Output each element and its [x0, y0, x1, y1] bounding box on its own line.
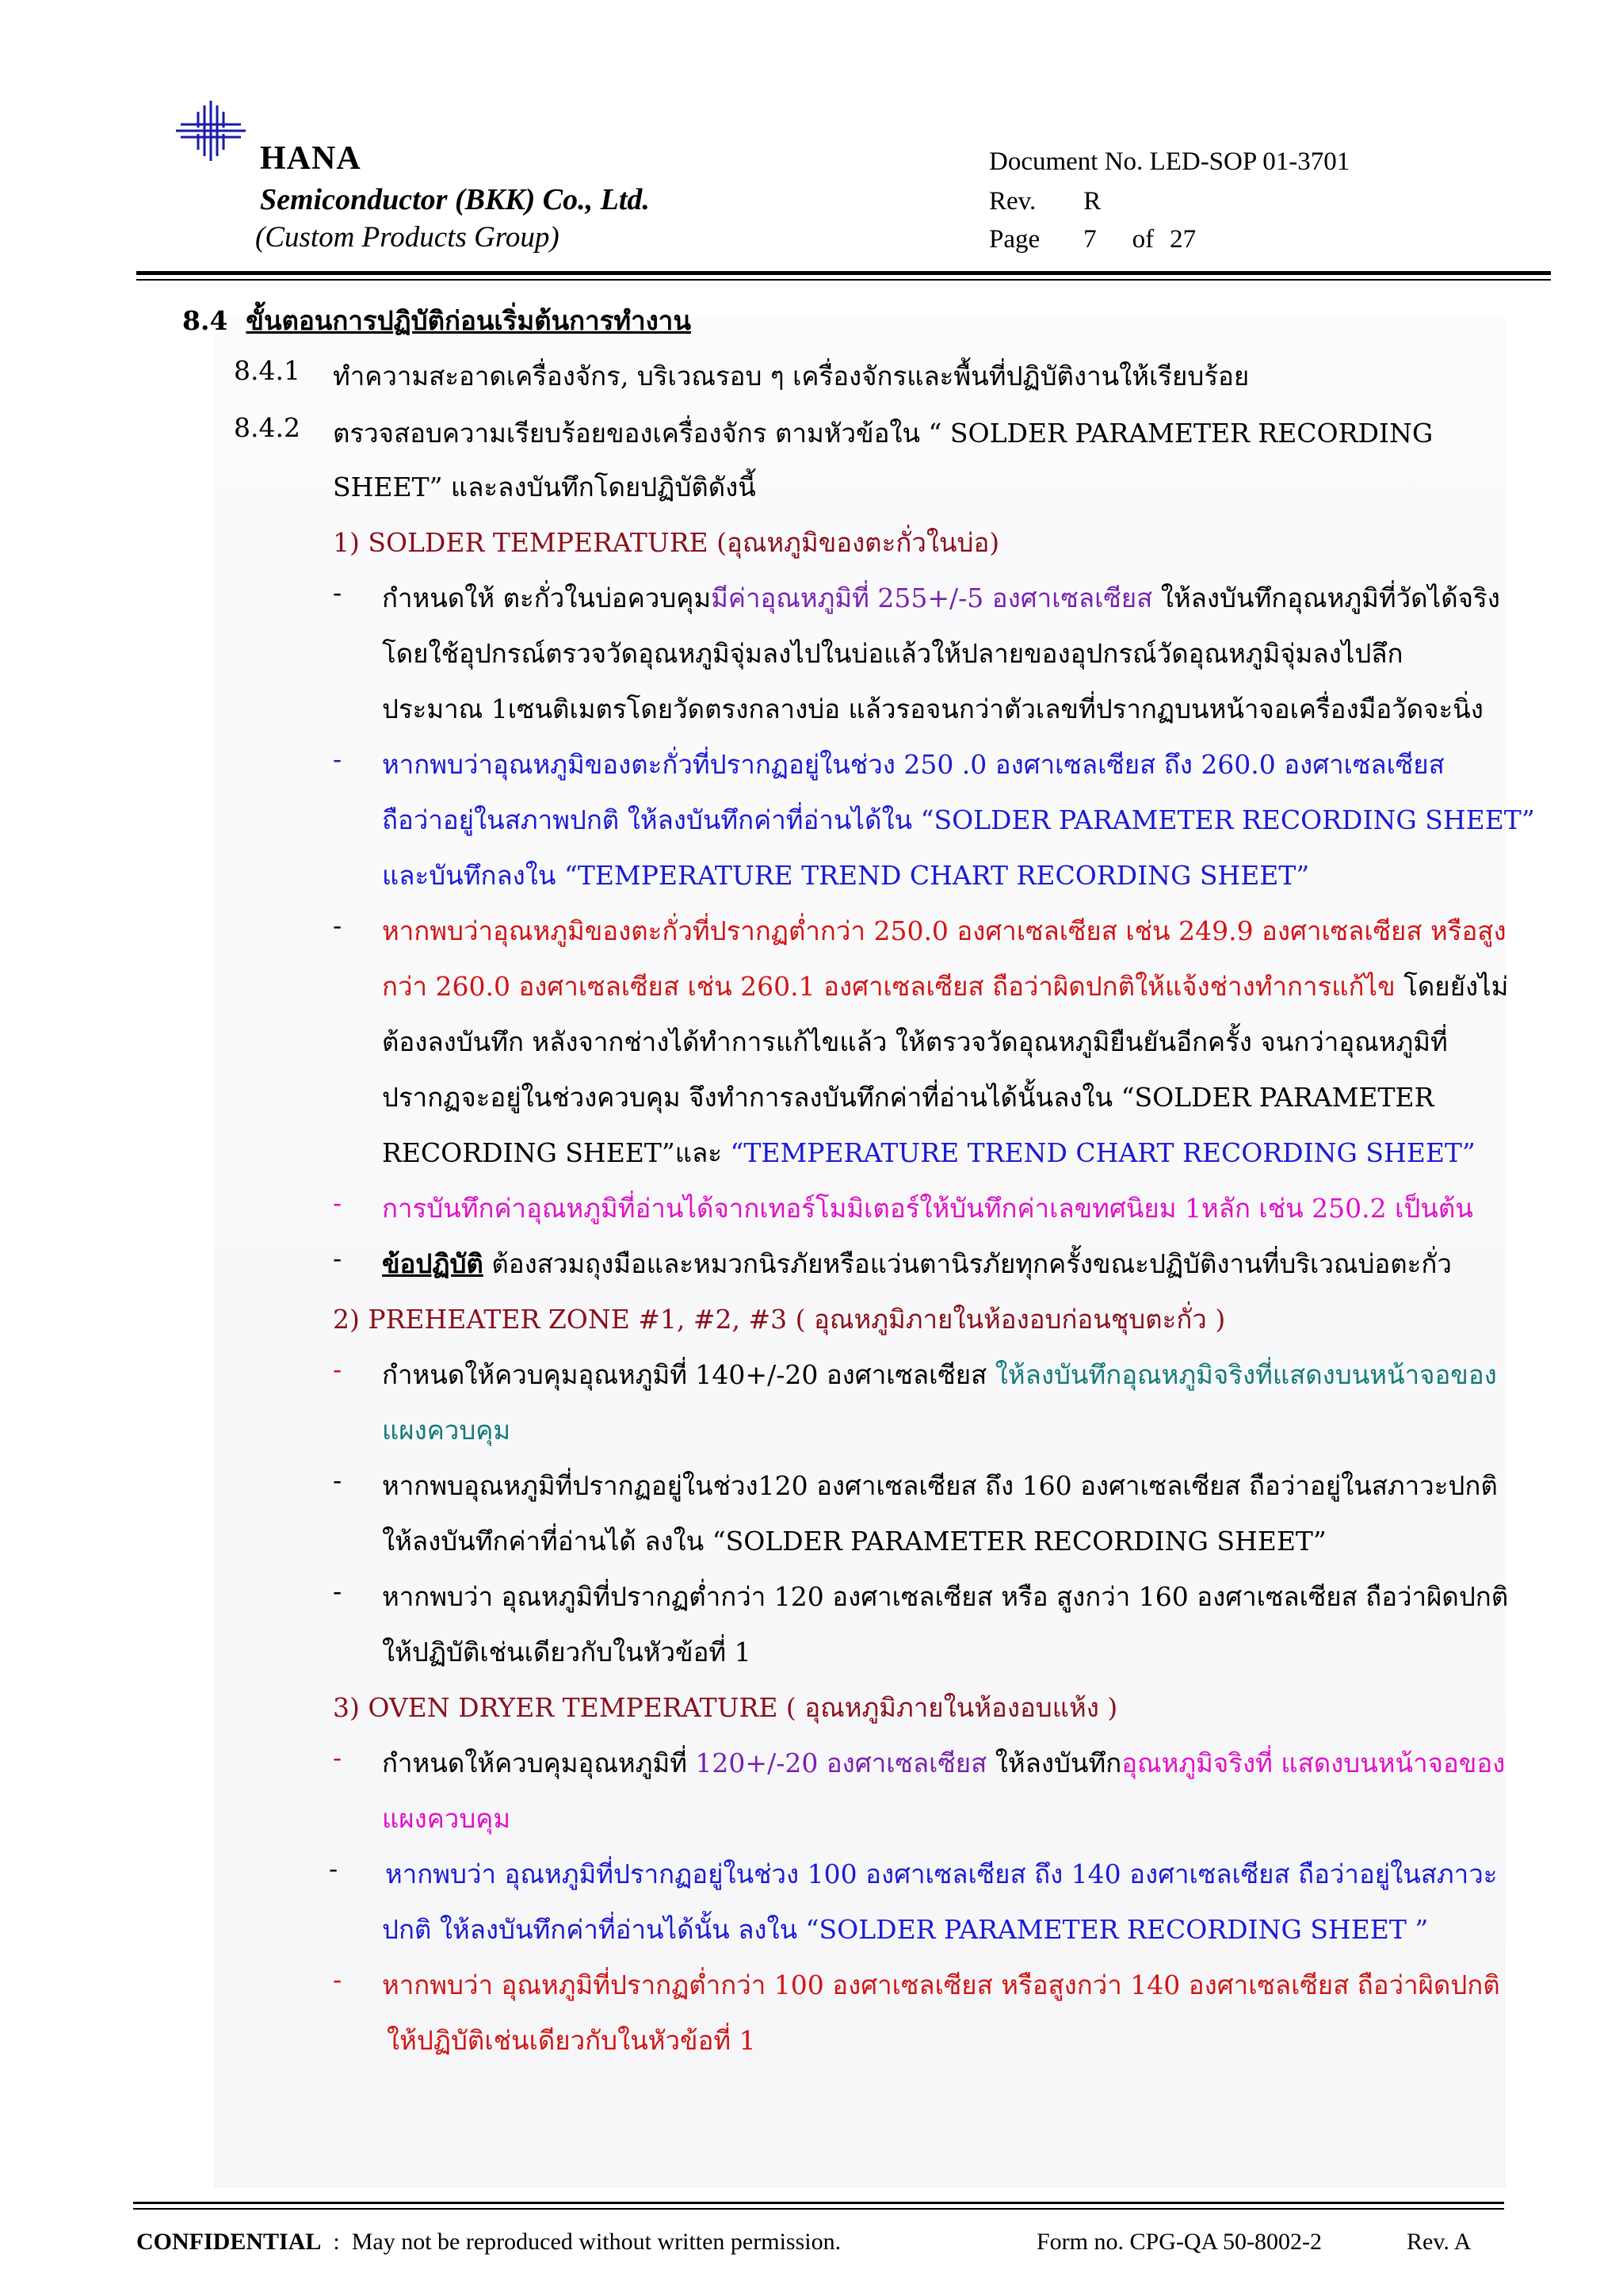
- doc-no-value: LED-SOP 01-3701: [1149, 147, 1350, 176]
- item1-b2-line3: และบันทึกลงใน “TEMPERATURE TREND CHART RECORDING SHEET”: [382, 860, 1310, 891]
- item3-b1-text-d: อุณหภูมิจริงที่ แสดงบนหน้าจอของ: [1121, 1748, 1506, 1778]
- total-pages: 27: [1170, 225, 1197, 254]
- item2-b3-line1: หากพบว่า อุณหภูมิที่ปรากฏต่ำกว่า 120 องศาเซลเซียส หรือ สูงกว่า 160 องศาเซลเซียส ถือว่าผิดปกติ: [382, 1581, 1509, 1612]
- item1-b1-line2: โดยใช้อุปกรณ์ตรวจวัดอุณหภูมิจุ่มลงไปในบ่อแล้วให้ปลายของอุปกรณ์วัดอุณหภูมิจุ่มลงไปลึก: [382, 638, 1403, 669]
- item1-b1-text-b: มีค่าอุณหภูมิที่ 255+/-5 องศาเซลเซียส: [711, 583, 1153, 613]
- item1-title-en: 1) SOLDER TEMPERATURE: [333, 527, 717, 558]
- item3-b1-line1: [382, 1742, 1505, 1784]
- item1-b3-text-c: RECORDING SHEET”และ: [382, 1137, 731, 1168]
- s841-number: 8.4.1: [234, 355, 300, 386]
- item2-title: 2) PREHEATER ZONE #1, #2, #3 ( อุณหภูมิภายในห้องอบก่อนชุบตะกั่ว ): [333, 1304, 1226, 1335]
- item2-b2-line1: หากพบอุณหภูมิที่ปรากฏอยู่ในช่วง120 องศาเซลเซียส ถึง 160 องศาเซลเซียส ถือว่าอยู่ในสภาวะปกติ: [382, 1470, 1498, 1501]
- section-number: 8.4: [182, 305, 228, 336]
- item3-b1-line2: แผงควบคุม: [382, 1803, 511, 1834]
- item3-b1-text-c: ให้ลงบันทึก: [987, 1748, 1122, 1778]
- company-group: (Custom Products Group): [255, 221, 559, 254]
- footer-rev: Rev. A: [1407, 2229, 1472, 2255]
- header-divider-thin: [136, 279, 1551, 281]
- item1-b1-text-a: กำหนดให้ ตะกั่วในบ่อควบคุม: [382, 583, 712, 613]
- item1-b3-text-d: “TEMPERATURE TREND CHART RECORDING SHEET”: [730, 1137, 1476, 1168]
- item1-b1-text-c: ให้ลงบันทึกอุณหภูมิที่วัดได้จริง: [1152, 583, 1500, 613]
- item3-b1-text-a: กำหนดให้ควบคุมอุณหภูมิที่: [382, 1748, 696, 1778]
- doc-no-label: Document No.: [989, 147, 1144, 176]
- section-heading: [182, 300, 691, 342]
- item2-b1-text-b: ให้ลงบันทึกอุณหภูมิจริงที่แสดงบนหน้าจอของ: [995, 1359, 1497, 1390]
- item1-title-th: (อุณหภูมิของตะกั่วในบ่อ): [716, 527, 1000, 558]
- item1-b4-dash: -: [333, 1187, 342, 1218]
- document-number-row: [989, 147, 1350, 177]
- confidential-notice: : May not be reproduced without written permission.: [321, 2229, 842, 2255]
- footer-form-no: Form no. CPG-QA 50-8002-2: [1037, 2229, 1323, 2255]
- s842-text-line1: ตรวจสอบความเรียบร้อยของเครื่องจักร ตามหัวข้อใน “ SOLDER PARAMETER RECORDING: [333, 418, 1434, 449]
- s842-text-line2: SHEET” และลงบันทึกโดยปฏิบัติดังนี้: [333, 472, 756, 502]
- item1-b2-line2: ถือว่าอยู่ในสภาพปกติ ให้ลงบันทึกค่าที่อ่านได้ใน “SOLDER PARAMETER RECORDING SHEET”: [382, 804, 1535, 835]
- item2-b3-line2: ให้ปฏิบัติเช่นเดียวกับในหัวข้อที่ 1: [382, 1637, 751, 1668]
- item3-b1-text-b: 120+/-20 องศาเซลเซียส: [695, 1748, 987, 1778]
- revision-row: [989, 187, 1101, 216]
- item2-b3-dash: -: [333, 1576, 342, 1606]
- confidential-label: CONFIDENTIAL: [136, 2229, 322, 2255]
- safety-note-label: ข้อปฏิบัติ: [382, 1248, 483, 1279]
- of-label: of: [1132, 225, 1155, 254]
- item1-b3-line2: [382, 965, 1508, 1007]
- item2-b2-line2: ให้ลงบันทึกค่าที่อ่านได้ ลงใน “SOLDER PARAMETER RECORDING SHEET”: [382, 1526, 1327, 1557]
- footer-notice: [136, 2229, 841, 2256]
- company-name: HANA: [260, 140, 361, 177]
- item1-b5-line1: [382, 1243, 1452, 1285]
- item2-b1-line2: แผงควบคุม: [382, 1415, 511, 1446]
- item2-b1-line1: [382, 1354, 1497, 1396]
- item1-b3-line3: ต้องลงบันทึก หลังจากช่างได้ทำการแก้ไขแล้ว ให้ตรวจวัดอุณหภูมิยืนยันอีกครั้ง จนกว่าอุณหภูมิที่: [382, 1026, 1448, 1057]
- item1-b3-text-a: กว่า 260.0 องศาเซลเซียส เช่น 260.1 องศาเซลเซียส ถือว่าผิดปกติให้แจ้งช่างทำการแก้ไข: [382, 971, 1396, 1002]
- s842-number: 8.4.2: [234, 412, 300, 443]
- company-logo-icon: [174, 99, 247, 162]
- item3-b3-dash: -: [333, 1964, 342, 1995]
- page-row: [989, 225, 1196, 254]
- item1-title: [333, 521, 999, 563]
- item1-b3-dash: -: [333, 910, 342, 941]
- item1-b5-dash: -: [333, 1243, 342, 1274]
- item3-b3-line1: หากพบว่า อุณหภูมิที่ปรากฏต่ำกว่า 100 องศาเซลเซียส หรือสูงกว่า 140 องศาเซลเซียส ถือว่าผิดปกติ: [382, 1969, 1500, 2000]
- item1-b3-line4: ปรากฏจะอยู่ในช่วงควบคุม จึงทำการลงบันทึกค่าที่อ่านได้นั้นลงใน “SOLDER PARAMETER: [382, 1082, 1434, 1113]
- item1-b3-line5: [382, 1132, 1476, 1174]
- item3-b2-dash: -: [329, 1853, 338, 1884]
- header-divider: [136, 271, 1551, 275]
- rev-value: R: [1083, 187, 1102, 216]
- item3-b2-line2: ปกติ ให้ลงบันทึกค่าที่อ่านได้นั้น ลงใน “SOLDER PARAMETER RECORDING SHEET ”: [382, 1914, 1429, 1945]
- rev-label: Rev.: [989, 187, 1037, 216]
- item1-b4-line1: การบันทึกค่าอุณหภูมิที่อ่านได้จากเทอร์โมมิเตอร์ให้บันทึกค่าเลขทศนิยม 1หลัก เช่น 250.2 เป็นต้น: [382, 1193, 1473, 1224]
- page-value: 7: [1083, 225, 1097, 254]
- item3-b2-line1: หากพบว่า อุณหภูมิที่ปรากฏอยู่ในช่วง 100 องศาเซลเซียส ถึง 140 องศาเซลเซียส ถือว่าอยู่ในสภาวะ: [385, 1859, 1498, 1889]
- item1-b1-line1: [382, 577, 1500, 619]
- page-label: Page: [989, 225, 1041, 254]
- footer-divider: [133, 2202, 1504, 2204]
- item1-b1-line3: ประมาณ 1เซนติเมตรโดยวัดตรงกลางบ่อ แล้วรอจนกว่าตัวเลขที่ปรากฏบนหน้าจอเครื่องมือวัดจะนิ่ง: [382, 693, 1484, 724]
- footer-divider-thin: [133, 2208, 1504, 2210]
- item1-b3-text-b: โดยยังไม่: [1395, 971, 1509, 1002]
- item1-b3-line1: หากพบว่าอุณหภูมิของตะกั่วที่ปรากฏต่ำกว่า 250.0 องศาเซลเซียส เช่น 249.9 องศาเซลเซียส หรือสูง: [382, 915, 1507, 946]
- item2-b1-dash: -: [333, 1354, 342, 1385]
- item1-b1-dash: -: [333, 577, 342, 608]
- item3-b3-line2: ให้ปฏิบัติเช่นเดียวกับในหัวข้อที่ 1: [387, 2025, 756, 2056]
- s841-text: ทำความสะอาดเครื่องจักร, บริเวณรอบ ๆ เครื่องจักรและพื้นที่ปฏิบัติงานให้เรียบร้อย: [333, 361, 1250, 392]
- section-title: ขั้นตอนการปฏิบัติก่อนเริ่มต้นการทำงาน: [246, 305, 691, 336]
- item2-b2-dash: -: [333, 1465, 342, 1496]
- item3-b1-dash: -: [333, 1742, 342, 1773]
- safety-note-text: ต้องสวมถุงมือและหมวกนิรภัยหรือแว่นตานิรภัยทุกครั้งขณะปฏิบัติงานที่บริเวณบ่อตะกั่ว: [483, 1248, 1452, 1279]
- item1-b2-dash: -: [333, 743, 342, 774]
- item3-title: 3) OVEN DRYER TEMPERATURE ( อุณหภูมิภายในห้องอบแห้ง ): [333, 1692, 1118, 1723]
- item1-b2-line1: หากพบว่าอุณหภูมิของตะกั่วที่ปรากฏอยู่ในช่วง 250 .0 องศาเซลเซียส ถึง 260.0 องศาเซลเซียส: [382, 749, 1445, 780]
- company-subtitle: Semiconductor (BKK) Co., Ltd.: [260, 183, 650, 216]
- item2-b1-text-a: กำหนดให้ควบคุมอุณหภูมิที่ 140+/-20 องศาเซลเซียส: [382, 1359, 995, 1390]
